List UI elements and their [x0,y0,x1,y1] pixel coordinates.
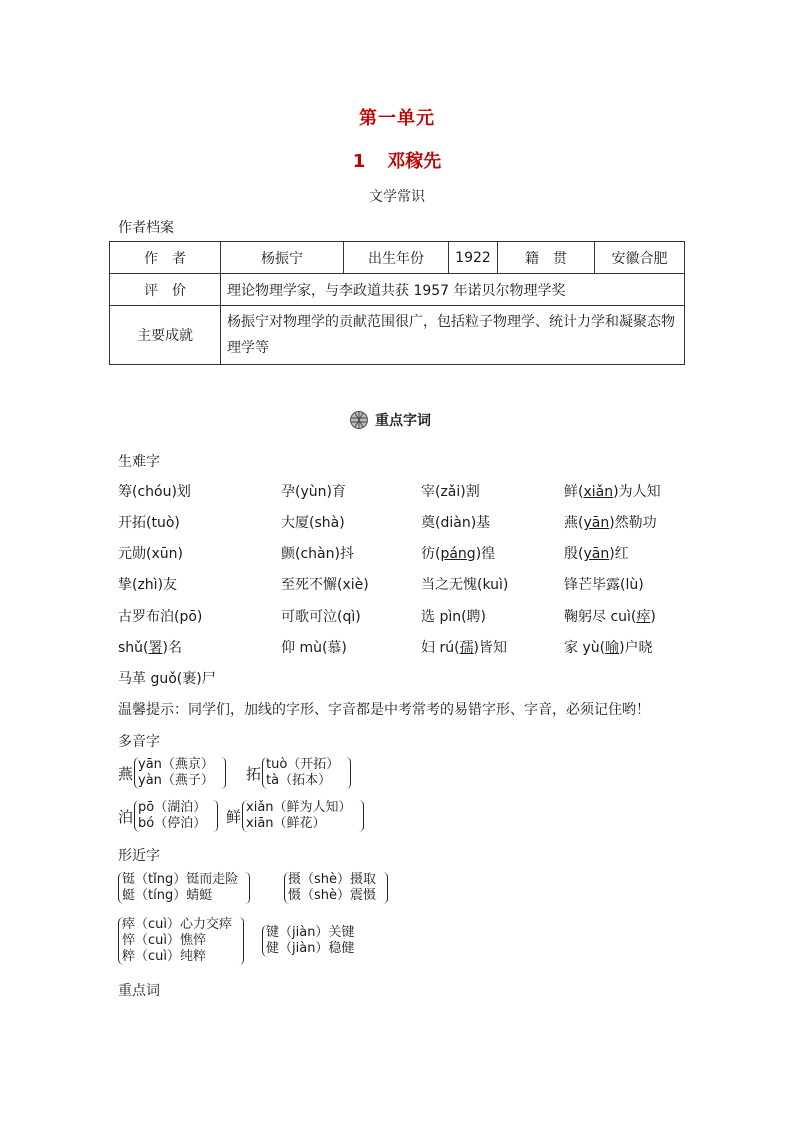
similar-item: 摄（shè）摄取 [288,872,377,887]
similar-item: 悴（cuì）憔悴 [122,933,206,948]
polyphonic-char: 拓 [246,764,262,783]
difficult-char: 元勋(xūn) [118,546,183,562]
native-value: 安徽合肥 [595,242,685,274]
difficult-char: 大厦(shà) [281,515,345,531]
evaluation-label: 评 价 [110,274,221,306]
difficult-char: 鲜(xiǎn)为人知 [564,484,661,500]
polyphonic-reading: bó（停泊） [138,816,207,831]
key-words-label: 重点字词 [375,413,431,429]
achievement-label: 主要成就 [110,306,221,365]
achievement-line: 理学等 [227,340,269,356]
similar-item: 蜓（tíng）蜻蜓 [122,888,213,903]
polyphonic-group [226,800,364,832]
difficult-char: 可歌可泣(qì) [281,609,361,625]
lesson-number: 1 [352,151,366,172]
polyphonic-label: 多音字 [118,734,160,750]
similar-item: 键（jiàn）关键 [266,925,355,940]
author-value: 杨振宁 [221,242,344,274]
difficult-char: 马革 guǒ(裹)尸 [118,671,216,687]
difficult-char: 仰 mù(慕) [281,640,347,656]
polyphonic-reading: pō（湖泊） [138,800,207,815]
difficult-label: 生难字 [118,454,160,470]
difficult-char: 妇 rú(孺)皆知 [421,640,508,656]
difficult-char: 古罗布泊(pō) [118,609,203,625]
author-table [109,241,685,365]
difficult-char: 当之无愧(kuì) [421,577,509,593]
polyphonic-group [246,757,351,789]
similar-item: 健（jiàn）稳健 [266,941,355,956]
difficult-char: 家 yù(喻)户晓 [564,640,653,656]
polyphonic-reading: xiǎn（鲜为人知） [246,800,352,815]
birth-value: 1922 [449,242,498,274]
difficult-char: 筹(chóu)划 [118,484,191,500]
difficult-char: 挚(zhì)友 [118,577,178,593]
similar-group [118,872,250,904]
author-label: 作 者 [110,242,221,274]
polyphonic-reading: yàn（燕子） [138,773,214,788]
key-words-badge [349,410,431,430]
unit-title: 第一单元 [359,108,435,129]
difficult-char: 锋芒毕露(lù) [564,577,644,593]
difficult-char: 鞠躬尽 cuì(瘁) [564,609,656,625]
polyphonic-reading: yān（燕京） [138,757,214,772]
similar-label: 形近字 [118,848,160,864]
native-label: 籍 贯 [498,242,595,274]
difficult-char: 殷(yān)红 [564,546,629,562]
difficult-char: 宰(zǎi)割 [421,484,480,500]
lesson-name: 邓稼先 [387,151,442,172]
polyphonic-reading: xiān（鲜花） [246,816,326,831]
achievement-line: 杨振宁对物理学的贡献范围很广，包括粒子物理学、统计力学和凝聚态物 [227,314,675,330]
difficult-char: 彷(páng)徨 [421,546,496,562]
lesson-title [0,147,794,173]
similar-item: 慑（shè）震慑 [288,888,377,903]
achievement-value [221,306,685,365]
polyphonic-reading: tà（拓本） [266,773,332,788]
key-terms-label: 重点词 [118,983,160,999]
polyphonic-char: 泊 [118,807,134,826]
author-profile-label: 作者档案 [118,220,174,236]
birth-label: 出生年份 [344,242,449,274]
difficult-char: 至死不懈(xiè) [281,577,369,593]
polyphonic-char: 鲜 [226,807,242,826]
similar-group [284,872,388,904]
similar-item: 瘁（cuì）心力交瘁 [122,917,232,932]
difficult-char: 奠(diàn)基 [421,515,491,531]
difficult-char: shǔ(署)名 [118,640,182,656]
difficult-char: 燕(yān)然勒功 [564,515,657,531]
evaluation-value: 理论物理学家，与李政道共获 1957 年诺贝尔物理学奖 [221,274,685,306]
polyphonic-group [118,757,226,789]
difficult-char: 开拓(tuò) [118,515,180,531]
similar-group [262,925,354,957]
difficult-char: 孕(yùn)育 [281,484,346,500]
polyphonic-group [118,800,218,832]
tip-text: 温馨提示：同学们，加线的字形、字音都是中考常考的易错字形、字音，必须记住哟！ [118,702,650,718]
similar-item: 粹（cuì）纯粹 [122,949,206,964]
polyphonic-char: 燕 [118,764,134,783]
difficult-char: 选 pìn(聘) [421,609,487,625]
polyphonic-reading: tuò（开拓） [266,757,340,772]
section-literary: 文学常识 [369,189,425,205]
difficult-char: 颤(chàn)抖 [281,546,354,562]
globe-icon [349,410,369,430]
similar-item: 铤（tǐng）铤而走险 [122,872,239,887]
similar-group [118,917,244,965]
